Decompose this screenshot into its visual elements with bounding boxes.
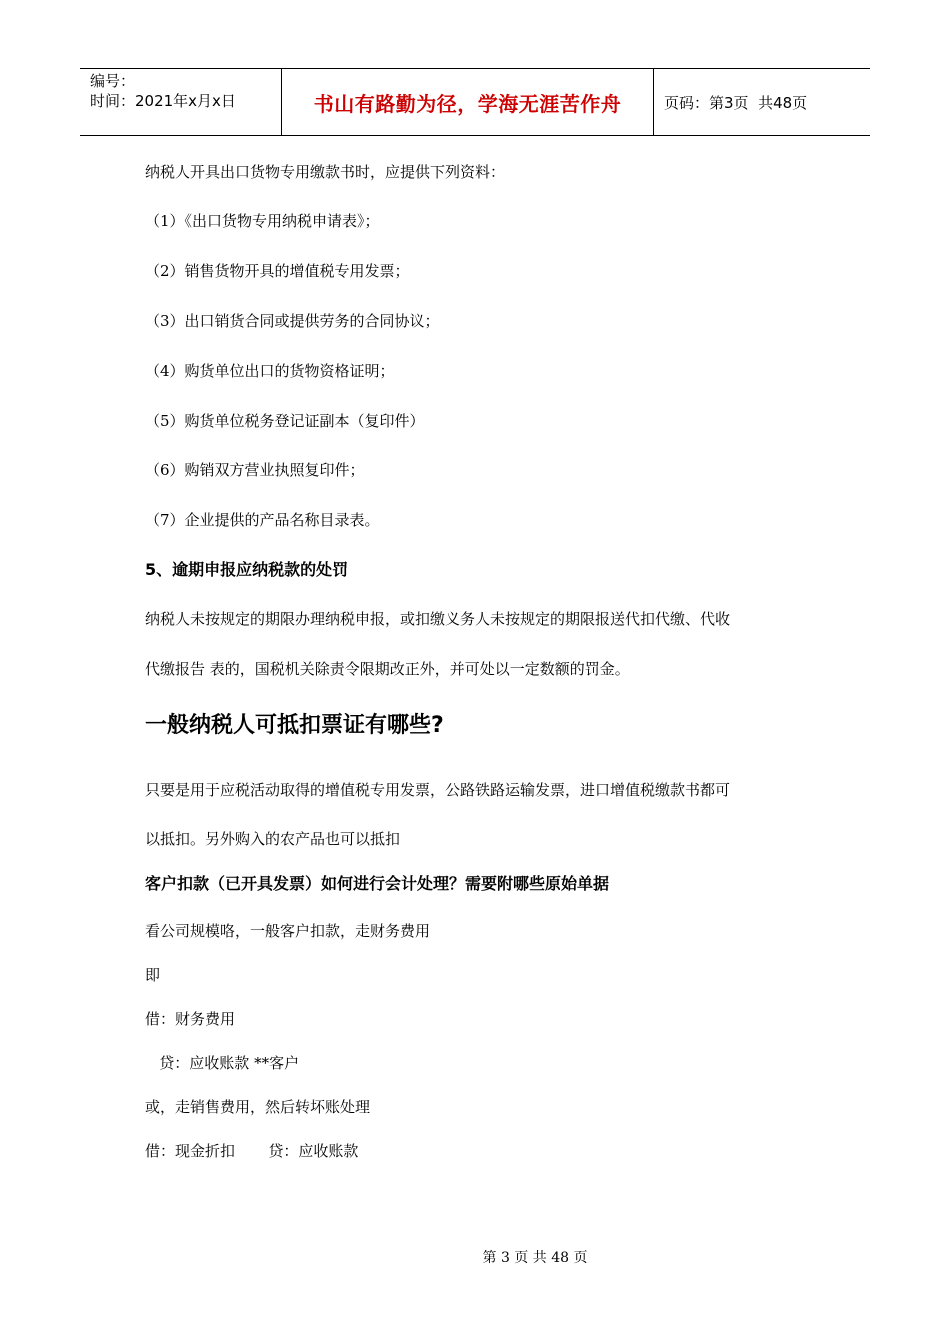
paragraph-line: 只要是用于应税活动取得的增值税专用发票，公路铁路运输发票，进口增值税缴款书都可 <box>145 781 731 799</box>
paragraph-line: 借：现金折扣 贷：应收账款 <box>145 1142 359 1160</box>
number-label: 编号： <box>90 72 136 90</box>
list-item: （4）购货单位出口的货物资格证明； <box>145 362 395 380</box>
paragraph-line: 纳税人未按规定的期限办理纳税申报，或扣缴义务人未按规定的期限报送代扣代缴、代收 <box>145 610 731 628</box>
question-heading: 客户扣款（已开具发票）如何进行会计处理？需要附哪些原始单据 <box>145 874 610 893</box>
intro-text: 纳税人开具出口货物专用缴款书时，应提供下列资料： <box>145 163 506 181</box>
list-item: （5）购货单位税务登记证副本（复印件） <box>145 412 425 430</box>
page-footer: 第 3 页 共 48 页 <box>482 1250 588 1266</box>
header-page-cell <box>654 69 870 135</box>
page-label: 页码：第3页 共48页 <box>664 93 808 112</box>
header-motto-cell <box>282 69 654 135</box>
big-heading: 一般纳税人可抵扣票证有哪些? <box>145 713 444 738</box>
list-item: （6）购销双方营业执照复印件； <box>145 461 365 479</box>
header-meta-cell <box>80 69 282 135</box>
list-item: （2）销售货物开具的增值税专用发票； <box>145 262 410 280</box>
paragraph-line: 看公司规模咯，一般客户扣款，走财务费用 <box>145 922 431 940</box>
paragraph-line: 即 <box>145 966 161 984</box>
list-item: （1）《出口货物专用纳税申请表》； <box>145 212 380 230</box>
paragraph-line: 或，走销售费用，然后转坏账处理 <box>145 1098 371 1116</box>
paragraph-line: 贷：应收账款 **客户 <box>145 1054 300 1072</box>
section5-heading: 5、逾期申报应纳税款的处罚 <box>145 560 349 579</box>
paragraph-line: 借：财务费用 <box>145 1010 236 1028</box>
list-item: （3）出口销货合同或提供劳务的合同协议； <box>145 312 440 330</box>
list-item: （7）企业提供的产品名称目录表。 <box>145 511 380 529</box>
paragraph-line: 以抵扣。另外购入的农产品也可以抵扣 <box>145 830 401 848</box>
document-header <box>80 68 870 136</box>
motto-text: 书山有路勤为径，学海无涯苦作舟 <box>313 91 622 116</box>
time-label: 时间：2021年x月x日 <box>90 92 236 110</box>
paragraph-line: 代缴报告 表的，国税机关除责令限期改正外，并可处以一定数额的罚金。 <box>145 660 630 678</box>
